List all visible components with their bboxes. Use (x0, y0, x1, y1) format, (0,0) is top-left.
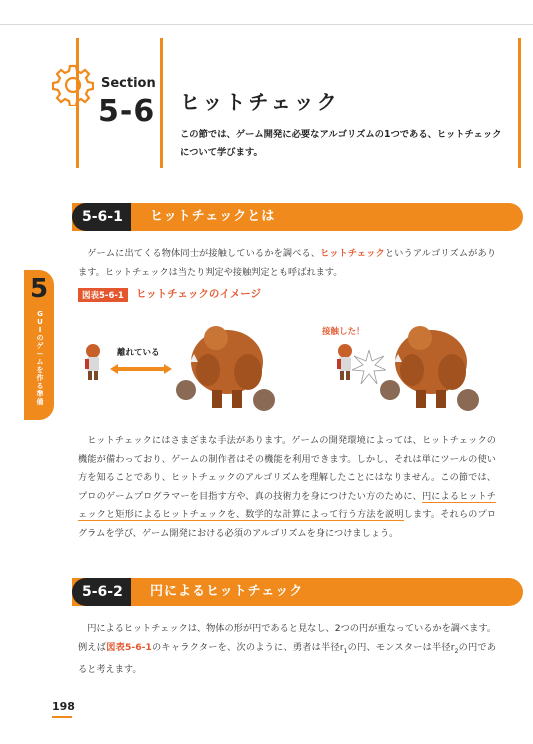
top-rule (0, 24, 533, 25)
hero-sprite-left (80, 342, 106, 382)
chapter-number: 5 (30, 274, 49, 304)
term-hit-check: ヒットチェック (320, 248, 385, 259)
section-number: 5-6 (98, 94, 156, 129)
subsection-title-2: 円によるヒットチェック (150, 584, 304, 599)
page-number: 198 (52, 700, 75, 713)
underlined-text: 円によるヒットチェックと矩形によるヒットチェックを、数学的な計算によって行う方法を説明 (78, 490, 496, 520)
monster-sprite-left (172, 310, 282, 420)
label-hit: 接触した！ (322, 327, 365, 337)
figure-badge: 図表5-6-1 (78, 288, 128, 302)
subsection-title-1: ヒットチェックとは (150, 209, 276, 224)
figure-reference: 図表5-6-1 (106, 641, 152, 653)
monster-sprite-right (376, 310, 486, 420)
subsection-bar-2 (72, 578, 523, 606)
subsection-number-2: 5-6-2 (72, 578, 131, 606)
double-arrow-icon (110, 364, 172, 374)
section-intro: この節では、ゲーム開発に必要なアルゴリズムの1つである、ヒットチェックについて学びます。 (180, 129, 502, 158)
label-separated: 離れている (117, 348, 160, 358)
gear-icon (52, 64, 94, 106)
section-label: Section (101, 76, 156, 91)
section-title: ヒットチェック (180, 90, 340, 114)
paragraph-1: ゲームに出てくる物体同士が接触しているかを調べる、ヒットチェックというアルゴリズムがあります。ヒットチェックは当たり判定や接触判定とも呼ばれます。 (78, 248, 497, 278)
section-mid-bar (160, 38, 163, 168)
page-number-rule (52, 716, 72, 718)
section-right-bar (518, 38, 521, 168)
chapter-title: GUIのゲームを作る準備 (36, 310, 44, 406)
figure-title: ヒットチェックのイメージ (136, 288, 262, 300)
subsection-number-1: 5-6-1 (72, 203, 131, 231)
paragraph-2: ヒットチェックにはさまざまな手法があります。ゲームの開発環境によっては、ヒットチェックの機能が備わっており、ゲームの制作者はその機能を利用できます。しかし、それは単にツールの使い方を知ることであり、ヒットチェックのアルゴリズムを理解したことにはなりません。この節では、プロのゲームプログラマーを目指す方や、真の技術力を身につけたい方のために、円によるヒットチェックと矩形によるヒットチェックを、数学的な計算によって行う方法を説明します。それらのプログラムを学び、ゲーム開発における必須のアルゴリズムを身につけましょう。 (78, 435, 497, 539)
subsection-bar-1 (72, 203, 523, 231)
paragraph-3: 円によるヒットチェックは、物体の形が円であると見なし、2つの円が重なっているかを調べます。例えば図表5-6-1のキャラクターを、次のように、勇者は半径$r_1$の円、モンスターは半径$r_2$の円であると考えます。 (78, 623, 497, 675)
